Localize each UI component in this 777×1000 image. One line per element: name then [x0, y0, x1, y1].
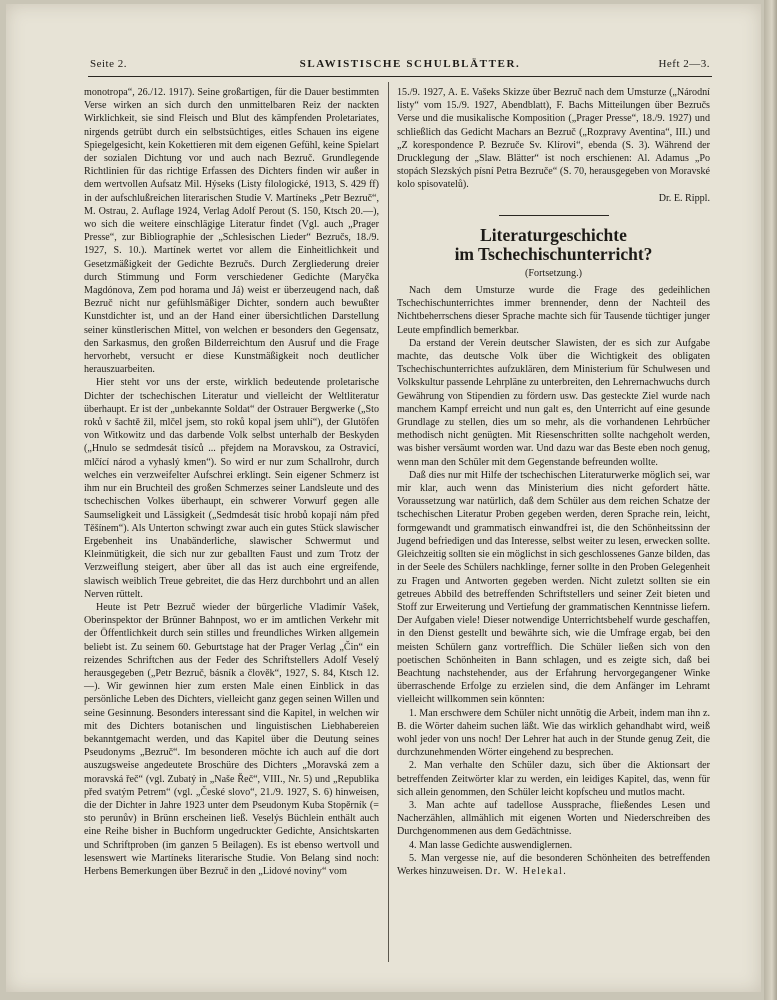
article-title-line2: im Tschechischunterricht?	[454, 243, 653, 264]
column-divider	[388, 82, 389, 962]
bezruc-article-ending: 15./9. 1927, A. E. Vašeks Skizze über Bezruč nach dem Umsturze („Národní listy“ vom 15./9. 1927, Abendblatt), F. Bachs Mitteilungen über Bezručs Verse und die musikalische Komposition („Prager Presse“, 18./9. 1927) und schließlich das Gedicht Machars an Bezruč („Rozpravy Aventina“, III.) und „Z korespondence P. Bezruče Sv. Klírovi“, ebenda (S. 3). Während der Drucklegung der „Slaw. Blätter“ ist noch erschienen: Al. Adamus „Po stopách Slezských písní Petra Bezruče“ (S. 70, herausgegeben von Moravské kolo spisovatelů).	[397, 87, 710, 191]
article-list-item: 3. Man achte auf tadellose Aussprache, fließendes Lesen und Nacherzählen, allmählich mit eigenen Worten und Niederschreiben des Durchgenommenen aus dem Gedächtnisse.	[397, 799, 710, 838]
article-paragraph: Daß dies nur mit Hilfe der tschechischen Literaturwerke möglich sei, war mir klar, auch wenn das Ministerium dies nicht gefordert hätte. Voraussetzung war natürlich, daß dem Schüler aus dem reichen Schatze der tschechischen Literatur Proben gegeben werden, deren Sprache rein, leicht, formgewandt und grammatisch einwandfrei ist, die den Schönheitssinn der Jugend befriedigen und das Interesse, selbst weiter zu lesen, erwecken sollte. Gleichzeitig sollten sie ein möglichst in sich geschlossenes Ganze bilden, das in der Seele des Schülers nachklinge, ferner sollte in den Proben Gelegenheit zu Fragen und Antworten gegeben werden. Nicht zuletzt sollten sie ein getreues Abbild des betreffenden Schriftstellers und seiner Zeit bieten und Stoff zur Erweiterung und Vertiefung der grammatischen Kenntnisse liefern. Der Aufgaben viele! Dieser notwendige Unterrichtsbehelf wurde geschaffen, in den Dienst gestellt und bewährte sich, wie die Umfrage ergab, bei den meisten Schülern ganz vortrefflich. Die Schüler ließen sich von den poetischen Schönheiten in Bann schlagen, und es zeigte sich, daß bei Beachtung nachstehender, aus der Erfahrung hervorgegangener Winke überraschende Erfolge zu erzielen sind, die dem Anfänger im Lehramt vielleicht willkommen sein könnten:	[397, 469, 710, 706]
header-rule	[88, 76, 712, 77]
page-edge	[764, 0, 777, 1000]
article-title	[397, 226, 710, 264]
page-number: Seite 2.	[90, 58, 127, 70]
article-list-item: 2. Man verhalte den Schüler dazu, sich über die Aktionsart der betreffenden Zeitwörter klar zu werden, ein leidiges Kapitel, das, wenn für sich allein genommen, den Schüler leicht kopfscheu und mutlos macht.	[397, 760, 710, 798]
author-signature-helekal: Dr. W. Helekal.	[485, 865, 568, 877]
left-paragraph: Hier steht vor uns der erste, wirklich bedeutende proletarische Dichter der tschechischen Literatur und vielleicht der Weltliteratur überhaupt. Er ist der „unbekannte Soldat“ der Ostrauer Bergwerke („Sto roků v šachtě žil, mlčel jsem, sto roků kopal jsem uhlí“), der Glutöfen von Witkowitz und das darbende Volk selbst unterhalb der Beskyden („Hnulo se sedmdesát tisíců ... přejdem na Moravskou, za Ostravicí, mlčící národ a vyhaslý kmen“). So wird er nur zum Schallrohr, durch welches ein verzweifelter Aufschrei erklingt. Sein eigener Schmerz ist ihm nur ein Bruchteil des großen Schmerzes seiner Landsleute und des tschechischen Volkes überhaupt, ein schwerer Vorwurf gegen alle Saumseligkeit und Lässigkeit („Sedmdesát tisíc hrobů kopají nám před Těšínem“). Als Unterton schwingt zwar auch ein gutes Stück slawischer Ergebenheit ins Unabänderliche, slawischer Schwermut und Kleinmütigkeit, die sich nur zur geballten Faust und zum Trotz der Verzweiflung steigert, aber über all das ist auch eine ergreifende, slawisch weiblich Treue gebreitet, die das Herz durchbohrt und an allen Nerven rüttelt.	[84, 377, 379, 600]
issue-number: Heft 2—3.	[658, 58, 710, 70]
left-paragraph: Heute ist Petr Bezruč wieder der bürgerliche Vladimír Vašek, Oberinspektor der Brünner Bahnpost, wo er im amtlichen Verkehr mit der Öffentlichkeit durch sein stilles und freundliches Wirken allgemein beliebt ist. Zu seinem 60. Geburtstage hat der Prager Verlag „Čin“ ein reizendes Schriftchen aus der Feder des Schriftstellers Adolf Veselý herausgegeben („Petr Bezruč, básník a člověk“, 1927, S. 84, Ktsch 12.—). Wir gewinnen hier zum ersten Male einen Einblick in das persönliche Leben des Dichters, vielleicht ganz gegen seinen Willen und seine Gesinnung. Besonders interessant sind die Kapitel, in welchen wir mit des Dichters botanischen und linguistischen Liebhabereien bekanntgemacht werden, und das Kapitel über die Deutung seines Pseudonyms „Bezruč“. Im besonderen möchte ich auch auf die dort auszugsweise angedeutete Broschüre des Dichters „Moravská zem a moravská řeč“ (vgl. Zubatý in „Naše Řeč“, VIII., Nr. 5) und „Republika před svatým Petrem“ (vgl. „České slovo“, 21./9. 1927, S. 6) hinweisen, die der Dichter in Jahre 1923 unter dem Pseudonym Kuba Stopěrník (= sto perunův) in Brünn erscheinen ließ. Veselýs Büchlein enthält auch eine Reihe bisher in Buchform ungedruckter Gedichte, Ansichtskarten und Schriftproben (im ganzen 5 Beilagen). Es ist ebenso wertvoll und lesenswert wie Martíneks literarische Studie. Von Belang sind noch: Herbens Bemerkungen über Bezruč in den „Lidové noviny“ vom	[84, 601, 379, 877]
left-paragraph: monotropa“, 26./12. 1917). Seine großartigen, für die Dauer bestimmten Verse wirken an sich durch den unmittelbaren Reiz der nackten Wirklichkeit, sie sind Fleisch und Blut des kämpfenden Proletariates, nirgends getrübt durch ein selbstsüchtiges, eitles Schauen ins eigene Spiegelgesicht, kein Kokettieren mit dem eigenen Gefühl, keine Spielart der sozialen Dichtung vor und auch nach Bezruč. Grundlegende Richtlinien für das richtige Erfassen des Dichters finden wir außer in dem wertvollen Aufsatz Mil. Hýseks (Listy filologické, 1913, S. 429 ff) in der aufschlußreichen literarischen Studie V. Martíneks „Petr Bezruč“, M. Ostrau, 2. Auflage 1924, Verlag Adolf Perout (S. 150, Ktsch 20.—), wo sich die weitere einschlägige Literatur findet (Vgl. auch „Prager Presse“, zur Bibliographie der „Schlesischen Lieder“ Bezručs, 18./9. 1927, S. 10.). Martínek wertet vor allem die Einheitlichkeit und Gesetzmäßigkeit der Gedichte Bezručs. Durch Zergliederung dreier durch Stimmung und Form verschiedener Gedichte (Maryčka Magdónova, Zem pod horama und Já) weist er überzeugend nach, daß Bezruč nicht nur gefühlsmäßiger Dichter, sondern auch bewußter Kunstdichter ist, und an der Hand einer übersichtlichen Darstellung seiner künstlerischen Mittel, von welchen er besonders den Gegensatz, den Sarkasmus, den großen Bilderreichtum den Ausruf und die Frage hervorhebt, versucht er diese Kunstmäßigkeit noch deutlicher herauszuarbeiten.	[84, 87, 379, 376]
article-paragraph: Nach dem Umsturze wurde die Frage des gedeihlichen Tschechischunterrichtes immer brennender, denn der Nachteil des Nichtbeherrschens dieser Sprache machte sich für Tausende tüchtiger junger Leute empfindlich bemerkbar.	[397, 285, 710, 336]
right-column	[397, 86, 710, 878]
journal-title: SLAWISTISCHE SCHULBLÄTTER.	[299, 58, 521, 70]
article-list-item	[397, 852, 710, 878]
page-header	[90, 58, 710, 74]
article-title-line1: Literaturgeschichte	[480, 224, 627, 245]
article-paragraph: Da erstand der Verein deutscher Slawisten, der es sich zur Aufgabe machte, das deutsche Volk über die Wichtigkeit des obligaten Tschechischunterrichtes aufzuklären, dem Ministerium für Schulwesen und Volkskultur passende Lehrpläne zu unterbreiten, den Lehrernachwuchs durch Gewährung von Stipendien zu fördern usw. Das gesteckte Ziel wurde nach manchem Kampf erreicht und nun galt es, den Unterricht auf eine gesunde Grundlage zu stellen, dies um so mehr, als die vorhandenen Lehrbücher methodisch nicht genügten. Mit Riesenschritten sollte nachgeholt werden, was bisher versäumt worden war. Und dazu war das Beste eben noch genug, wenn man den Schüler mit dem Gegenstande befreunden wollte.	[397, 337, 710, 468]
article-separator	[499, 215, 609, 216]
article-subtitle: (Fortsetzung.)	[525, 267, 582, 279]
article-list-item-text: 5. Man vergesse nie, auf die besonderen Schönheiten des betreffenden Werkes hinzuweisen.	[397, 852, 710, 877]
article-list-item: 1. Man erschwere dem Schüler nicht unnötig die Arbeit, indem man ihn z. B. die Wörter daheim suchen läßt. Wie das wirklich gehandhabt wird, weiß wohl jeder von uns noch! Der Lehrer hat auch in der Stunde genug Zeit, die durchzunehmenden Wörter eingehend zu besprechen.	[397, 707, 710, 759]
left-column	[84, 86, 379, 878]
article-list-item: 4. Man lasse Gedichte auswendiglernen.	[409, 839, 573, 851]
author-signature-rippl: Dr. E. Rippl.	[658, 192, 710, 204]
